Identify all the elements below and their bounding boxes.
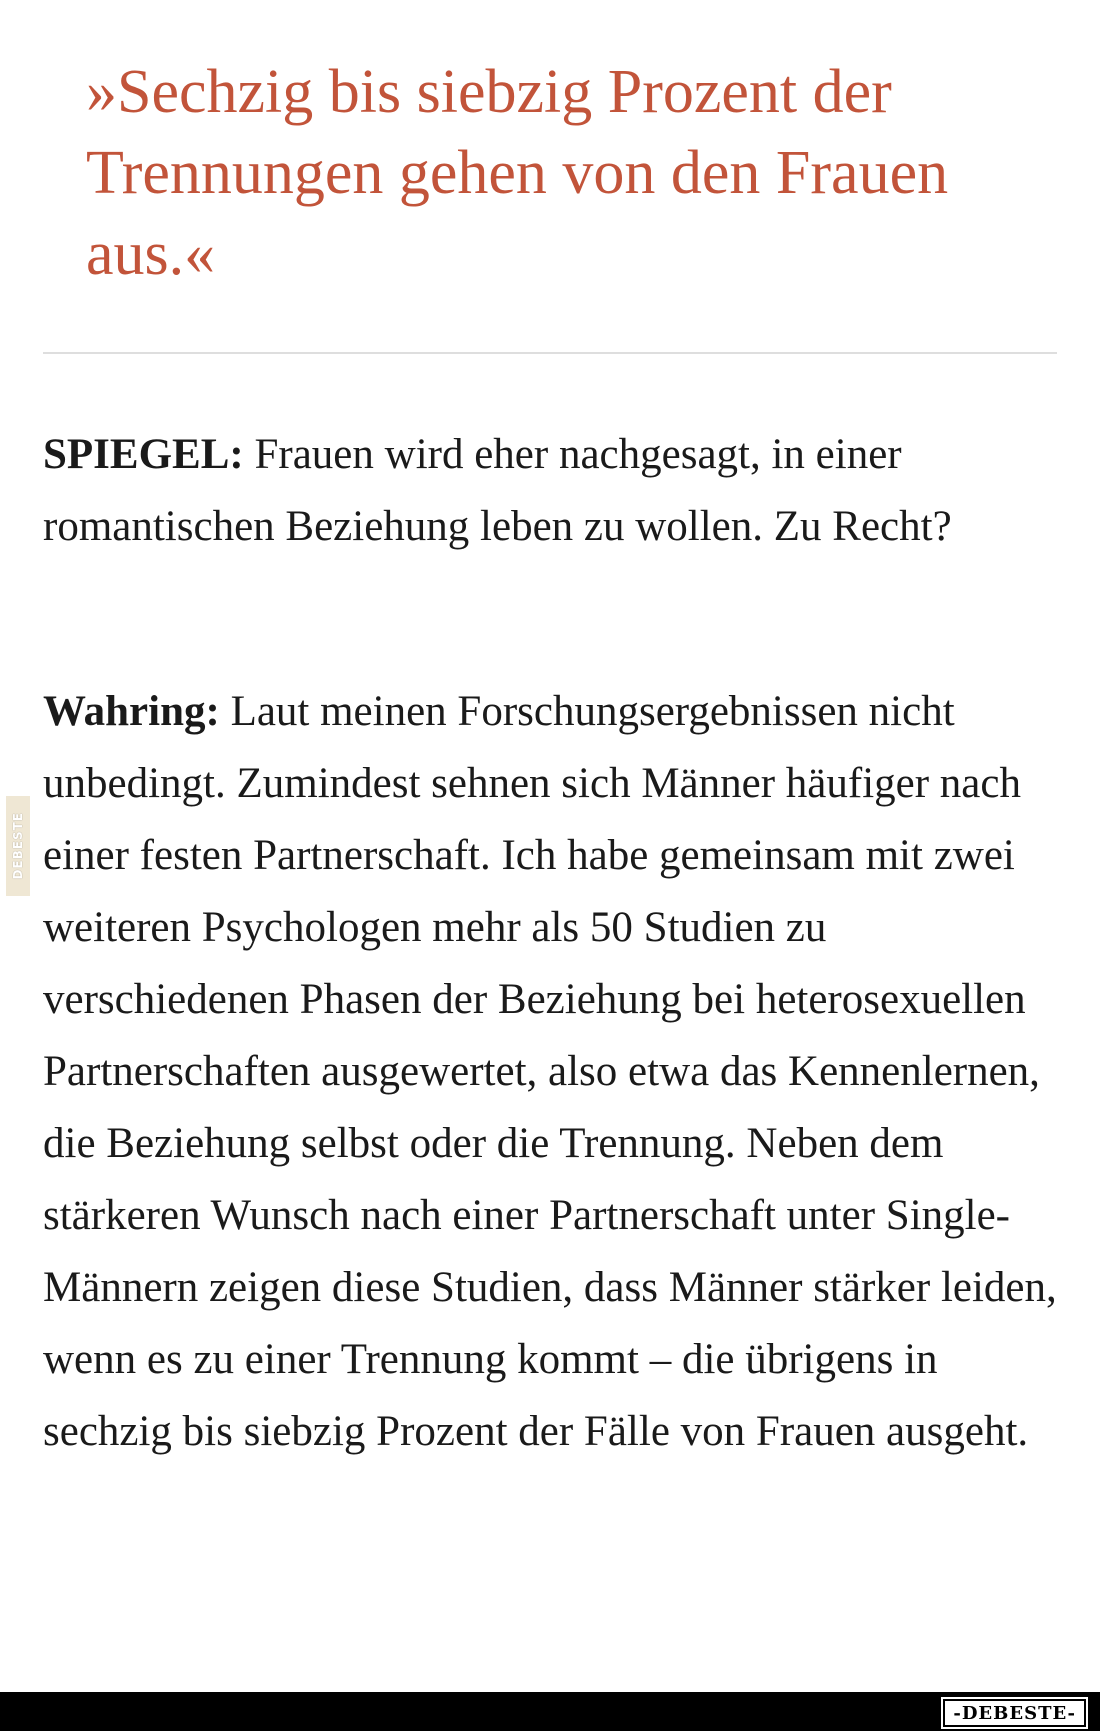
speaker-label: SPIEGEL: bbox=[43, 431, 244, 478]
side-watermark bbox=[6, 796, 30, 896]
paragraph-text: Frauen wird eher nachgesagt, in einer romantischen Beziehung leben zu wollen. Zu Recht? bbox=[43, 431, 952, 550]
divider bbox=[43, 352, 1057, 354]
footer-bar bbox=[0, 1692, 1100, 1731]
side-watermark-text: DEBESTE bbox=[11, 812, 25, 880]
interview-answer bbox=[43, 676, 1073, 1468]
footer-logo: -DEBESTE- bbox=[943, 1699, 1086, 1727]
speaker-label: Wahring: bbox=[43, 688, 220, 735]
pull-quote: »Sechzig bis siebzig Prozent der Trennungen gehen von den Frauen aus.« bbox=[86, 58, 949, 288]
interview-question bbox=[43, 419, 1073, 563]
paragraph-text: Laut meinen Forschungsergebnissen nicht unbedingt. Zumindest sehnen sich Männer häufiger nach einer festen Partnerschaft. Ich habe gemeinsam mit zwei weiteren Psychologen mehr als 50 Studien zu verschiedenen Phasen der Beziehung bei heterosexuellen Partnerschaften ausgewertet, also etwa das Kennenlernen, die Beziehung selbst oder die Trennung. Neben dem stärkeren Wunsch nach einer Partnerschaft unter Single-Männern zeigen diese Studien, dass Männer stärker leiden, wenn es zu einer Trennung kommt – die übrigens in sechzig bis siebzig Prozent der Fälle von Frauen ausgeht. bbox=[43, 688, 1057, 1455]
